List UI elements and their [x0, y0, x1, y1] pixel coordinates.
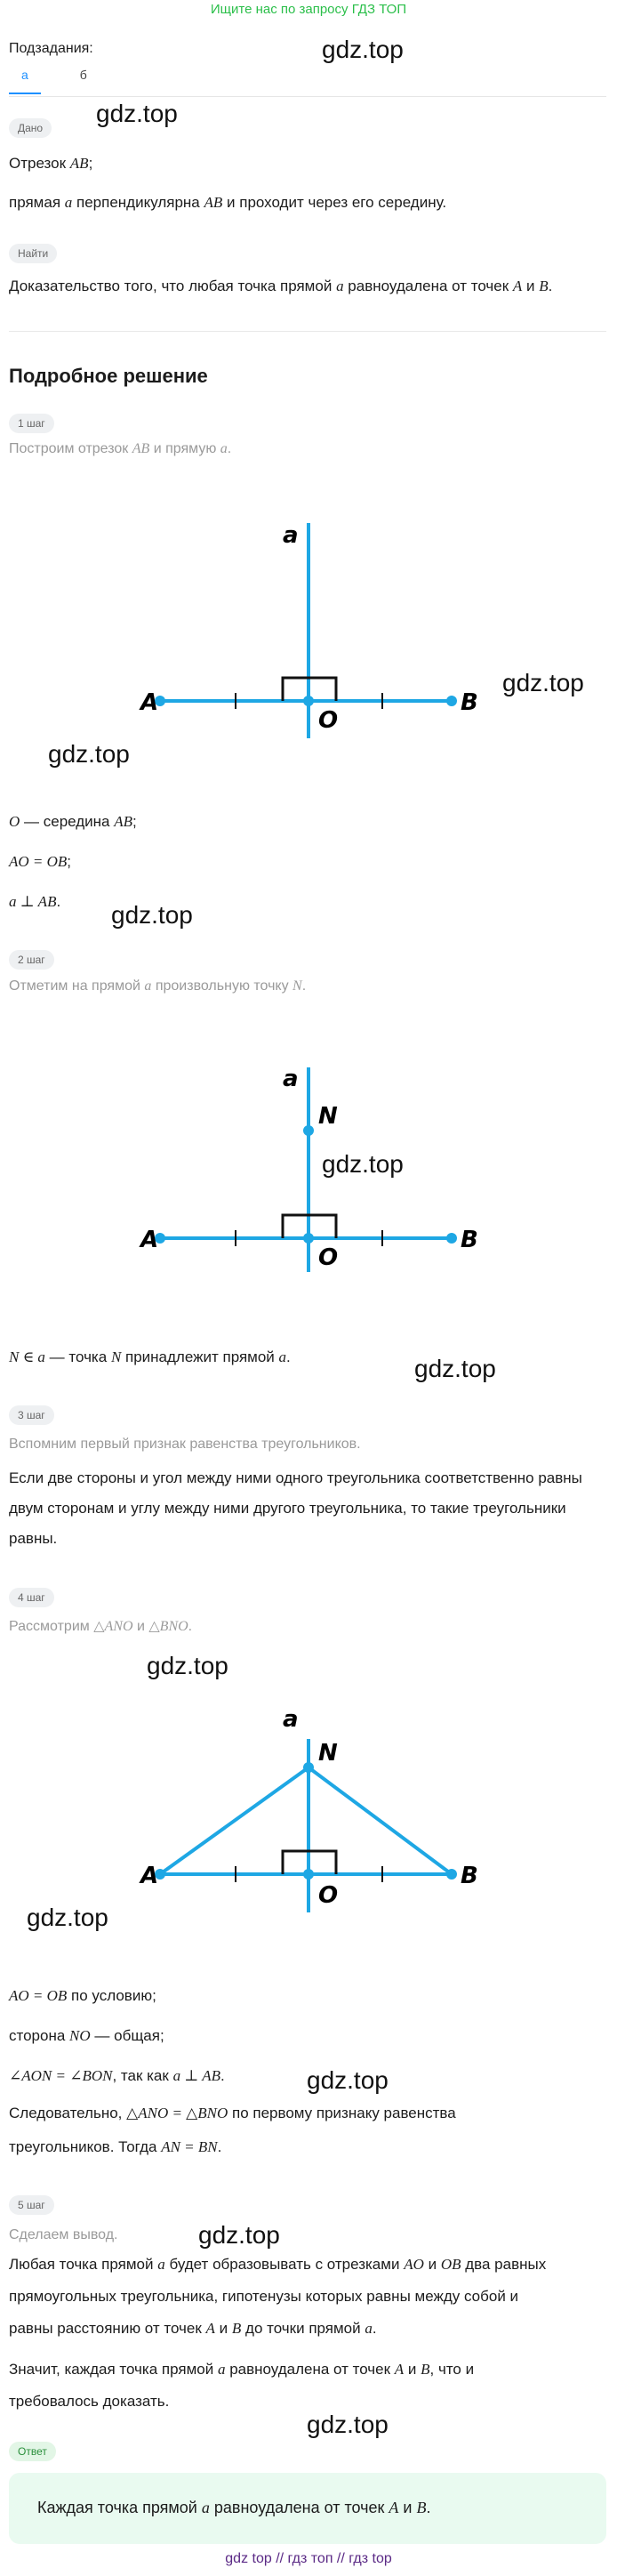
watermark: gdz.top [322, 36, 404, 63]
point-o [303, 696, 314, 706]
label-a: A [140, 1863, 159, 1889]
label-a-line: a [283, 522, 299, 549]
label-b: B [461, 1863, 478, 1889]
step-1-fact-1: O — середина AB; [9, 813, 137, 830]
diagram-1 [0, 498, 617, 756]
diagram-3 [0, 1686, 617, 1926]
label-b: B [461, 689, 478, 716]
subtasks-title: Подзадания: [9, 41, 93, 56]
point-o [303, 1869, 314, 1880]
find-text: Доказательство того, что любая точка прямой a равноудалена от точек A и B. [9, 278, 553, 294]
label-o: O [318, 707, 339, 734]
watermark: gdz.top [48, 740, 130, 768]
segment-bn [308, 1767, 452, 1874]
step-5-badge: 5 шаг [9, 2195, 54, 2215]
diagram-2 [0, 1050, 617, 1281]
watermark: gdz.top [27, 1904, 108, 1931]
step-1-badge: 1 шаг [9, 414, 54, 433]
step-4-line-2: сторона NO — общая; [9, 2027, 164, 2044]
step-5-p2-line-1: Значит, каждая точка прямой a равноудалена от точек A и B, что и [9, 2361, 475, 2378]
point-o [303, 1233, 314, 1244]
point-b [446, 1233, 457, 1244]
watermark: gdz.top [198, 2221, 280, 2249]
watermark: gdz.top [414, 1355, 496, 1382]
point-n [303, 1125, 314, 1136]
step-1-fact-2: AO = OB; [9, 853, 72, 870]
watermark: gdz.top [502, 669, 584, 696]
label-a-line: a [283, 1066, 299, 1092]
step-3-badge: 3 шаг [9, 1405, 54, 1425]
watermark: gdz.top [147, 1652, 228, 1679]
label-n: N [318, 1740, 338, 1767]
section-divider [9, 331, 606, 332]
step-5-caption: Сделаем вывод. [9, 2227, 118, 2242]
tabs-divider [9, 96, 606, 97]
tab-a[interactable]: а [9, 68, 41, 94]
watermark: gdz.top [307, 2066, 389, 2094]
step-4-line-4: Следовательно, △ANO = △BNO по первому признаку равенства [9, 2105, 456, 2121]
tab-b[interactable]: б [79, 68, 87, 82]
step-2-fact: N ∈ a — точка N принадлежит прямой a. [9, 1348, 291, 1365]
label-a: A [140, 689, 159, 716]
footer-links[interactable]: gdz top // гдз топ // гдз top [225, 2551, 392, 2566]
given-line-1: Отрезок AB; [9, 155, 93, 172]
given-badge: Дано [9, 118, 52, 138]
step-5-p1-line-3: равны расстоянию от точек A и B до точки прямой a. [9, 2320, 377, 2337]
step-4-badge: 4 шаг [9, 1588, 54, 1607]
step-3-text: Если две стороны и угол между ними одного треугольника соответственно равны двум сторонам и углу между ними другого треугольника, то такие треугольники равны. [9, 1469, 582, 1547]
step-3-caption: Вспомним первый признак равенства треугольников. [9, 1437, 361, 1452]
point-b [446, 1869, 457, 1880]
find-badge: Найти [9, 244, 57, 263]
step-5-p2-line-2: требовалось доказать. [9, 2393, 170, 2410]
subtask-tabs [9, 68, 100, 94]
point-n [303, 1762, 314, 1773]
given-line-2: прямая a перпендикулярна AB и проходит через его середину. [9, 194, 447, 211]
label-a-line: a [283, 1706, 299, 1733]
step-5-p1-line-2: прямоугольных треугольника, гипотенузы которых равны между собой и [9, 2288, 519, 2305]
label-o: O [318, 1244, 339, 1271]
step-1-caption: Построим отрезок AB и прямую a. [9, 441, 232, 456]
label-b: B [461, 1227, 478, 1253]
label-n: N [318, 1103, 338, 1130]
watermark: gdz.top [322, 1150, 404, 1178]
segment-an [160, 1767, 308, 1874]
step-5-p1-line-1: Любая точка прямой a будет образовывать с отрезками AO и OB два равных [9, 2256, 547, 2273]
step-4-line-1: AO = OB по условию; [9, 1987, 156, 2004]
solution-title: Подробное решение [9, 365, 208, 387]
answer-badge: Ответ [9, 2442, 56, 2461]
step-4-line-3: ∠AON = ∠BON, так как a ⊥ AB. [9, 2067, 225, 2084]
watermark: gdz.top [307, 2411, 389, 2438]
label-o: O [318, 1882, 339, 1909]
step-2-badge: 2 шаг [9, 950, 54, 970]
step-2-caption: Отметим на прямой a произвольную точку N. [9, 978, 307, 994]
label-a: A [140, 1227, 159, 1253]
point-b [446, 696, 457, 706]
watermark: gdz.top [111, 901, 193, 929]
step-1-fact-3: a ⊥ AB. [9, 893, 61, 910]
top-search-link[interactable]: Ищите нас по запросу ГДЗ ТОП [210, 2, 407, 17]
answer-text: Каждая точка прямой a равноудалена от точек A и B. [37, 2499, 431, 2516]
watermark: gdz.top [96, 100, 178, 127]
step-4-caption: Рассмотрим △ANO и △BNO. [9, 1619, 193, 1634]
step-4-line-5: треугольников. Тогда AN = BN. [9, 2138, 222, 2155]
